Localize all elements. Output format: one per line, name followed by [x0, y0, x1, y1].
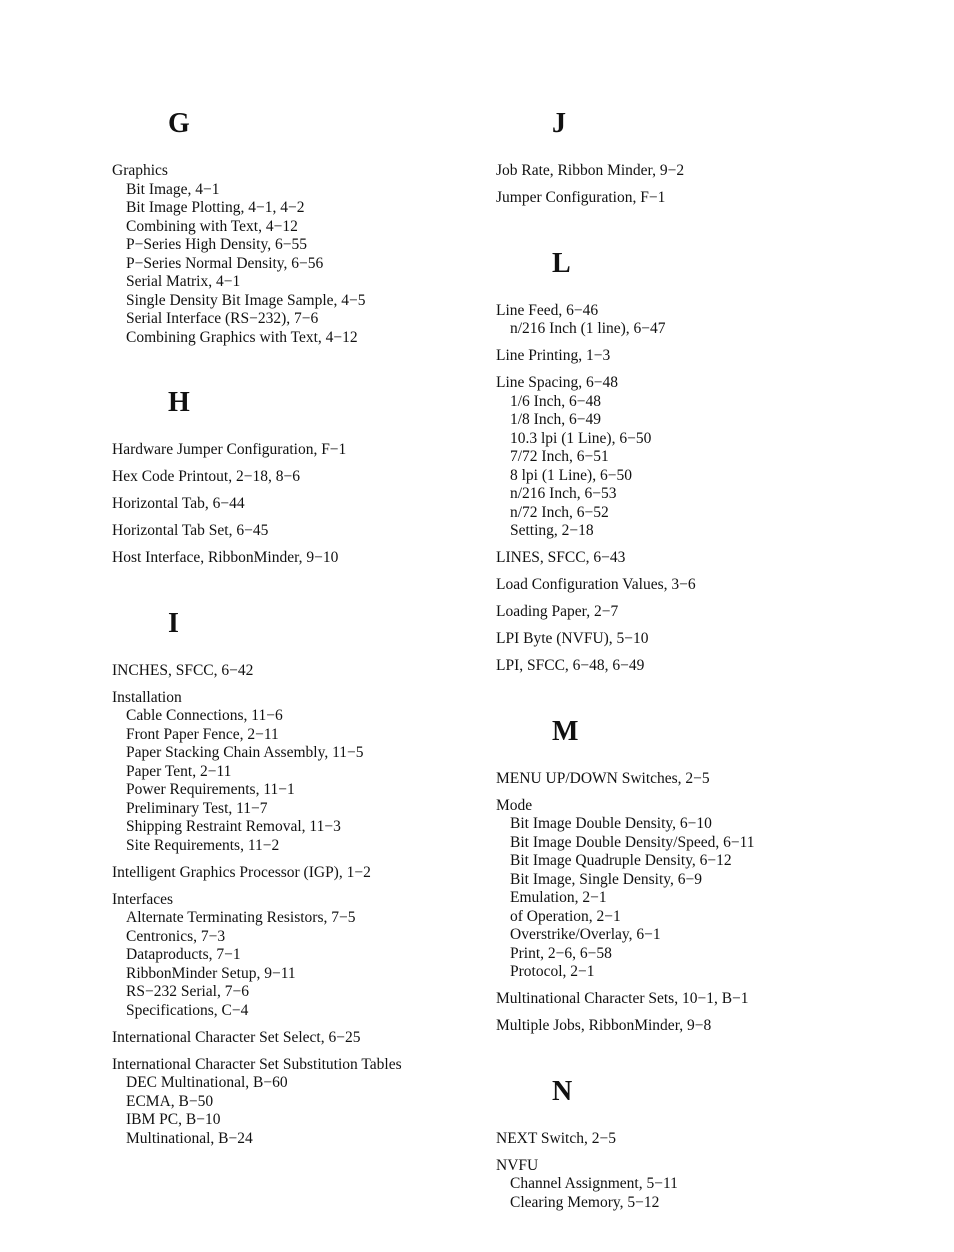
section-letter: N	[552, 1075, 573, 1107]
index-entry	[112, 864, 462, 883]
entry-term: Loading Paper, 2−7	[496, 603, 619, 620]
entry-term: MENU UP/DOWN Switches, 2−5	[496, 769, 710, 787]
index-section	[496, 716, 926, 1036]
entry-term: Host Interface, RibbonMinder, 9−10	[112, 549, 339, 566]
index-entry	[112, 689, 462, 856]
index-entry	[112, 662, 462, 681]
index-column-right	[496, 108, 926, 1252]
entry-subterm: of Operation, 2−1	[510, 907, 621, 925]
entry-subterm: Emulation, 2−1	[510, 889, 607, 906]
index-entry	[496, 302, 926, 339]
entry-term: Graphics	[112, 162, 168, 179]
index-entry	[496, 549, 926, 568]
entry-subterm: Bit Image Double Density/Speed, 6−11	[510, 833, 755, 851]
index-entry	[112, 441, 462, 460]
index-section	[112, 108, 462, 347]
entry-subterm: Dataproducts, 7−1	[126, 946, 241, 963]
entry-term: Load Configuration Values, 3−6	[496, 576, 696, 593]
entry-subterm: Bit Image Double Density, 6−10	[510, 815, 712, 832]
index-entry	[496, 1017, 926, 1036]
entry-subterm: Multinational, B−24	[126, 1129, 253, 1147]
index-section	[112, 387, 462, 568]
index-entry	[496, 797, 926, 982]
index-entry	[496, 347, 926, 366]
entry-subterm: n/216 Inch, 6−53	[510, 485, 617, 502]
index-entry	[112, 495, 462, 514]
entry-term: Multinational Character Sets, 10−1, B−1	[496, 990, 749, 1007]
index-entry	[112, 1056, 462, 1149]
entry-subterm: Bit Image, 4−1	[126, 180, 220, 198]
index-entry	[496, 770, 926, 789]
index-entry	[496, 576, 926, 595]
entry-term: Line Feed, 6−46	[496, 301, 599, 319]
entry-term: LINES, SFCC, 6−43	[496, 549, 626, 566]
entry-term: Line Spacing, 6−48	[496, 374, 618, 391]
section-letter: G	[168, 108, 190, 139]
entry-term: International Character Set Substitution Tables	[112, 1055, 402, 1073]
entry-subterm: Setting, 2−18	[510, 522, 594, 539]
section-letter: L	[552, 247, 571, 279]
index-entry	[496, 657, 926, 676]
entry-term: Horizontal Tab, 6−44	[112, 495, 245, 512]
index-entry	[496, 630, 926, 649]
section-letter: H	[168, 387, 190, 418]
entry-subterm: ECMA, B−50	[126, 1092, 214, 1110]
entry-subterm: Paper Tent, 2−11	[126, 762, 232, 780]
entry-term: INCHES, SFCC, 6−42	[112, 661, 254, 679]
entry-subterm: n/216 Inch (1 line), 6−47	[510, 320, 666, 337]
entry-subterm: Channel Assignment, 5−11	[510, 1175, 678, 1192]
entry-subterm: Clearing Memory, 5−12	[510, 1193, 660, 1211]
entry-term: Horizontal Tab Set, 6−45	[112, 522, 269, 539]
index-section	[496, 248, 926, 676]
index-entry	[496, 189, 926, 208]
entry-term: Intelligent Graphics Processor (IGP), 1−2	[112, 863, 371, 881]
entry-subterm: Bit Image, Single Density, 6−9	[510, 870, 702, 888]
entry-term: Multiple Jobs, RibbonMinder, 9−8	[496, 1017, 712, 1034]
entry-term: Installation	[112, 688, 182, 706]
entry-subterm: RS−232 Serial, 7−6	[126, 983, 249, 1000]
index-column-left	[112, 108, 462, 1188]
entry-subterm: 10.3 lpi (1 Line), 6−50	[510, 429, 652, 447]
entry-subterm: Cable Connections, 11−6	[126, 707, 283, 724]
entry-subterm: Site Requirements, 11−2	[126, 836, 280, 854]
entry-subterm: Shipping Restraint Removal, 11−3	[126, 818, 341, 835]
entry-term: Mode	[496, 796, 533, 814]
entry-subterm: Bit Image Quadruple Density, 6−12	[510, 852, 732, 869]
index-section	[496, 1076, 926, 1213]
index-entry	[496, 603, 926, 622]
entry-subterm: 1/6 Inch, 6−48	[510, 392, 601, 410]
index-entry	[112, 549, 462, 568]
entry-subterm: Combining with Text, 4−12	[126, 217, 298, 235]
entry-subterm: 7/72 Inch, 6−51	[510, 448, 609, 465]
entry-subterm: Overstrike/Overlay, 6−1	[510, 926, 661, 943]
index-entry	[112, 1029, 462, 1048]
entry-subterm: Preliminary Test, 11−7	[126, 799, 268, 817]
entry-subterm: Single Density Bit Image Sample, 4−5	[126, 291, 366, 309]
entry-subterm: Serial Interface (RS−232), 7−6	[126, 310, 319, 327]
entry-subterm: Serial Matrix, 4−1	[126, 273, 241, 290]
entry-subterm: Bit Image Plotting, 4−1, 4−2	[126, 199, 305, 216]
entry-subterm: RibbonMinder Setup, 9−11	[126, 964, 296, 982]
entry-subterm: n/72 Inch, 6−52	[510, 503, 609, 521]
entry-subterm: Specifications, C−4	[126, 1001, 249, 1019]
entry-subterm: 8 lpi (1 Line), 6−50	[510, 466, 632, 484]
entry-term: NVFU	[496, 1156, 539, 1174]
entry-term: Hardware Jumper Configuration, F−1	[112, 441, 347, 458]
entry-subterm: IBM PC, B−10	[126, 1111, 221, 1128]
entry-subterm: Print, 2−6, 6−58	[510, 944, 612, 962]
index-entry	[112, 522, 462, 541]
entry-term: Line Printing, 1−3	[496, 347, 611, 364]
entry-term: Interfaces	[112, 890, 174, 908]
entry-subterm: Paper Stacking Chain Assembly, 11−5	[126, 744, 364, 761]
entry-subterm: Centronics, 7−3	[126, 927, 226, 945]
index-entry	[496, 374, 926, 541]
entry-subterm: DEC Multinational, B−60	[126, 1074, 288, 1091]
index-section	[112, 608, 462, 1149]
index-entry	[112, 468, 462, 487]
section-letter: J	[552, 108, 566, 139]
entry-term: LPI Byte (NVFU), 5−10	[496, 630, 649, 647]
entry-subterm: Alternate Terminating Resistors, 7−5	[126, 909, 356, 926]
entry-subterm: 1/8 Inch, 6−49	[510, 411, 601, 428]
index-entry	[496, 1130, 926, 1149]
index-entry	[112, 162, 462, 347]
entry-subterm: P−Series High Density, 6−55	[126, 236, 307, 253]
entry-term: Job Rate, Ribbon Minder, 9−2	[496, 162, 685, 179]
entry-term: LPI, SFCC, 6−48, 6−49	[496, 657, 645, 674]
entry-term: Hex Code Printout, 2−18, 8−6	[112, 468, 300, 485]
section-letter: M	[552, 715, 579, 747]
index-entry	[112, 891, 462, 1021]
section-letter: I	[168, 607, 179, 639]
entry-subterm: Front Paper Fence, 2−11	[126, 725, 279, 743]
entry-term: NEXT Switch, 2−5	[496, 1129, 616, 1147]
entry-subterm: Combining Graphics with Text, 4−12	[126, 328, 358, 346]
entry-term: Jumper Configuration, F−1	[496, 189, 666, 206]
entry-subterm: Power Requirements, 11−1	[126, 781, 295, 798]
entry-subterm: Protocol, 2−1	[510, 963, 595, 980]
index-entry	[496, 162, 926, 181]
index-entry	[496, 990, 926, 1009]
entry-term: International Character Set Select, 6−25	[112, 1028, 361, 1046]
index-entry	[496, 1157, 926, 1213]
entry-subterm: P−Series Normal Density, 6−56	[126, 254, 324, 272]
index-section	[496, 108, 926, 208]
